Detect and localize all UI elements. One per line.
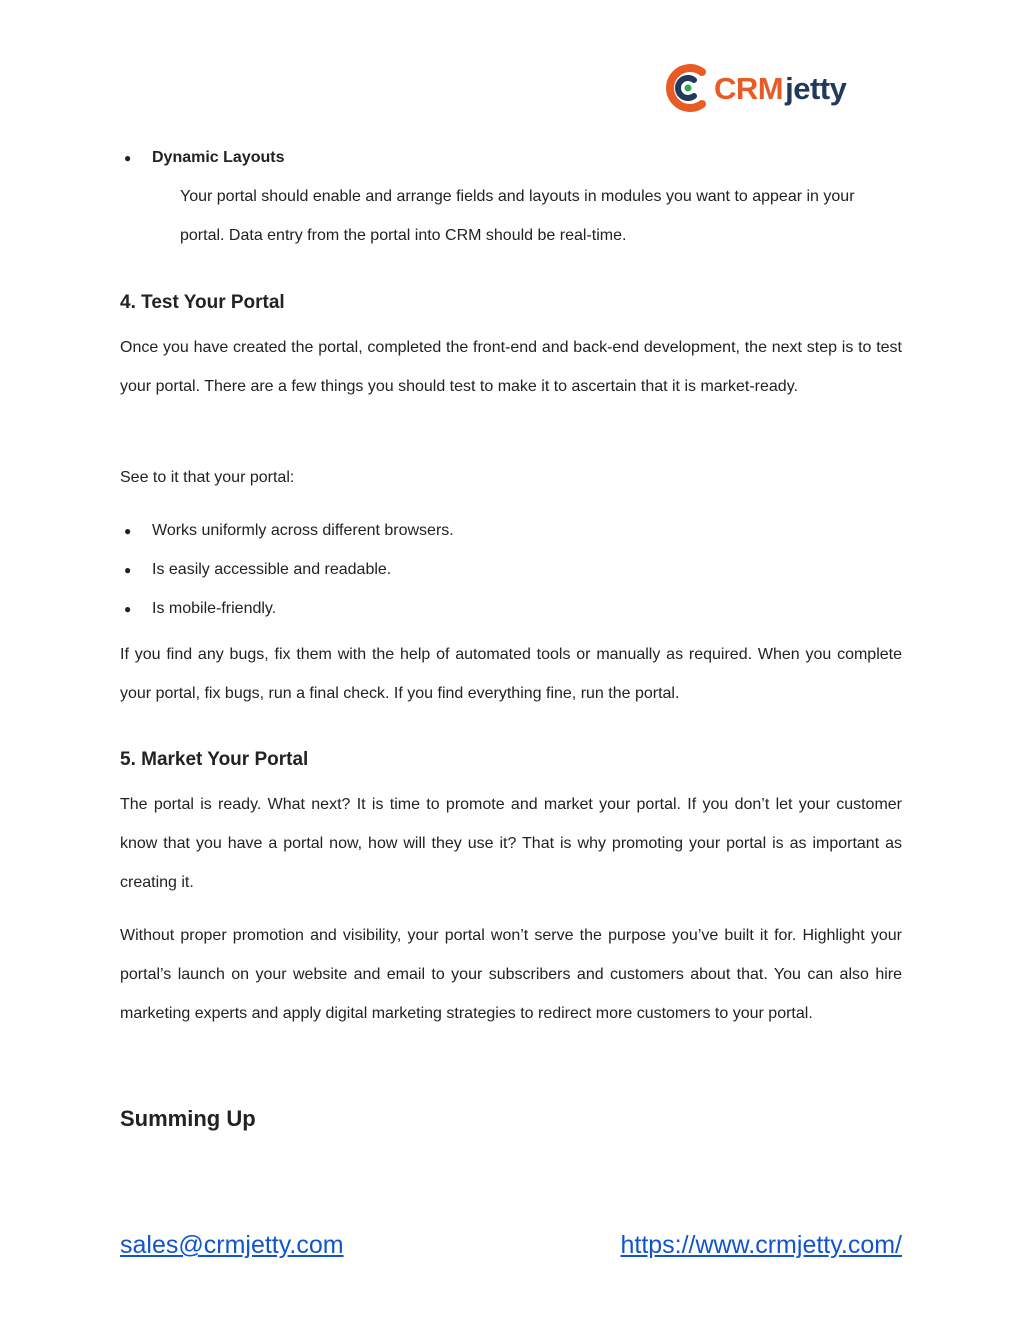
test-portal-intro: See to it that your portal:	[120, 469, 295, 486]
crmjetty-logo	[664, 62, 846, 114]
footer-website-link[interactable]: https://www.crmjetty.com/	[620, 1231, 902, 1259]
logo-wordmark	[714, 70, 847, 106]
test-portal-paragraph: Once you have created the portal, completed the front-end and back-end development, the next step is to test your portal. There are a few things you should test to make it to ascertain that it is market-ready.	[120, 339, 902, 395]
heading-summing-up: Summing Up	[120, 1106, 256, 1131]
test-bullet-2	[124, 559, 392, 581]
dynamic-layouts-text: Your portal should enable and arrange fields and layouts in modules you want to appear in your portal. Data entry from the portal into CRM should be real-time.	[180, 188, 855, 244]
test-bullet-3	[124, 598, 277, 620]
heading-market-portal: 5. Market Your Portal	[120, 749, 309, 770]
bullet-dot-icon: ●	[124, 524, 132, 538]
bullet-title: Dynamic Layouts	[152, 149, 285, 166]
test-portal-closing: If you find any bugs, fix them with the help of automated tools or manually as required. When you complete your portal, fix bugs, run a final check. If you find everything fine, run the portal.	[120, 646, 902, 702]
test-bullet-2-text: Is easily accessible and readable.	[152, 561, 392, 578]
footer-email-link[interactable]: sales@crmjetty.com	[120, 1231, 344, 1259]
logo-text-crm: CRM	[714, 70, 784, 106]
bullet-dot-icon: ●	[124, 602, 132, 616]
test-bullet-1	[124, 520, 454, 542]
heading-test-portal: 4. Test Your Portal	[120, 292, 285, 313]
crmjetty-logo-icon	[664, 62, 710, 114]
bullet-dynamic-layouts	[124, 147, 285, 169]
logo-text-jetty: jetty	[785, 70, 847, 106]
test-bullet-3-text: Is mobile-friendly.	[152, 600, 277, 617]
market-portal-paragraph-2: Without proper promotion and visibility, your portal won’t serve the purpose you’ve built it for. Highlight your portal’s launch on your website and email to your subscribers and customers about that. You can also hire marketing experts and apply digital marketing strategies to redirect more customers to your portal.	[120, 927, 902, 1022]
test-bullet-1-text: Works uniformly across different browsers.	[152, 522, 454, 539]
market-portal-paragraph-1: The portal is ready. What next? It is time to promote and market your portal. If you don’t let your customer know that you have a portal now, how will they use it? That is why promoting your portal is as important as creating it.	[120, 796, 902, 891]
bullet-dot-icon: ●	[124, 563, 132, 577]
bullet-dot-icon: ●	[124, 151, 132, 165]
